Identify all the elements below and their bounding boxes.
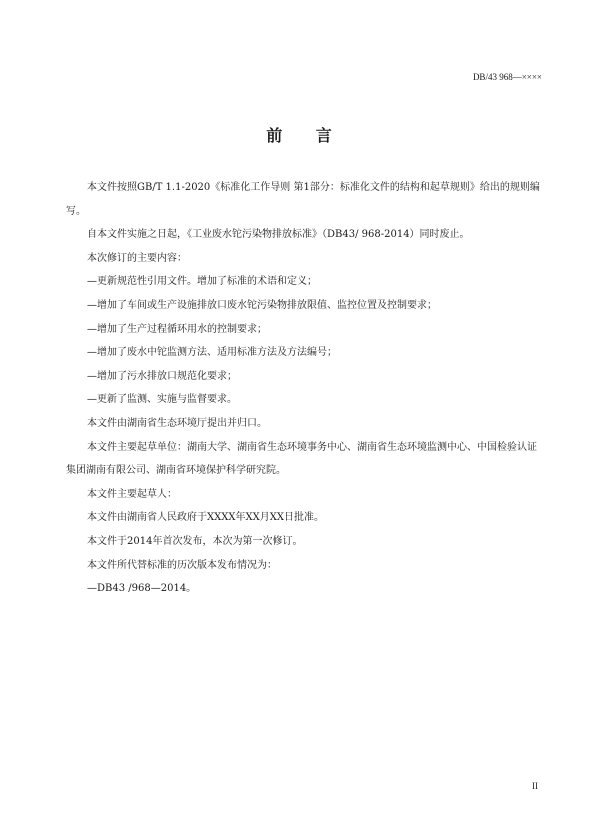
paragraph-proposer: 本文件由湖南省生态环境厅提出并归口。: [87, 417, 267, 429]
document-body: [66, 176, 544, 601]
paragraph-history-intro: 本文件所代替标准的历次版本发布情况为：: [87, 559, 277, 571]
revision-item: —更新了监测、实施与监督要求。: [87, 394, 237, 406]
revision-item: —增加了污水排放口规范化要求；: [87, 370, 237, 382]
revision-item: —更新规范性引用文件。增加了标准的术语和定义；: [87, 276, 317, 288]
paragraph-drafters: 本文件主要起草人：: [87, 488, 177, 500]
page-number: II: [532, 781, 538, 791]
paragraph-drafting-units: 本文件主要起草单位：湖南大学、湖南省生态环境事务中心、湖南省生态环境监测中心、中国检验认证集团湖南有限公司、湖南省环境保护科学研究院。: [66, 441, 537, 477]
paragraph-supersede: 自本文件实施之日起，《工业废水铊污染物排放标准》（DB43/ 968-2014）同时废止。: [87, 229, 470, 241]
paragraph-revision-intro: 本次修订的主要内容：: [87, 252, 187, 264]
document-code: DB/43 968—××××: [472, 72, 542, 82]
revision-item: —增加了废水中铊监测方法、适用标准方法及方法编号；: [87, 347, 337, 359]
revision-item: —增加了生产过程循环用水的控制要求；: [87, 323, 267, 335]
history-item: —DB43 /968—2014。: [87, 583, 197, 595]
revision-item: —增加了车间或生产设施排放口废水铊污染物排放限值、监控位置及控制要求；: [87, 299, 437, 311]
paragraph-approval: 本文件由湖南省人民政府于XXXX年XX月XX日批准。: [87, 512, 324, 524]
page-title: 前 言: [266, 126, 346, 145]
paragraph-first-issue: 本文件于2014年首次发布，本次为第一次修订。: [87, 535, 303, 547]
paragraph-drafting-rules: 本文件按照GB/T 1.1-2020《标准化工作导则 第1部分：标准化文件的结构和起草规则》给出的规则编写。: [66, 182, 540, 217]
